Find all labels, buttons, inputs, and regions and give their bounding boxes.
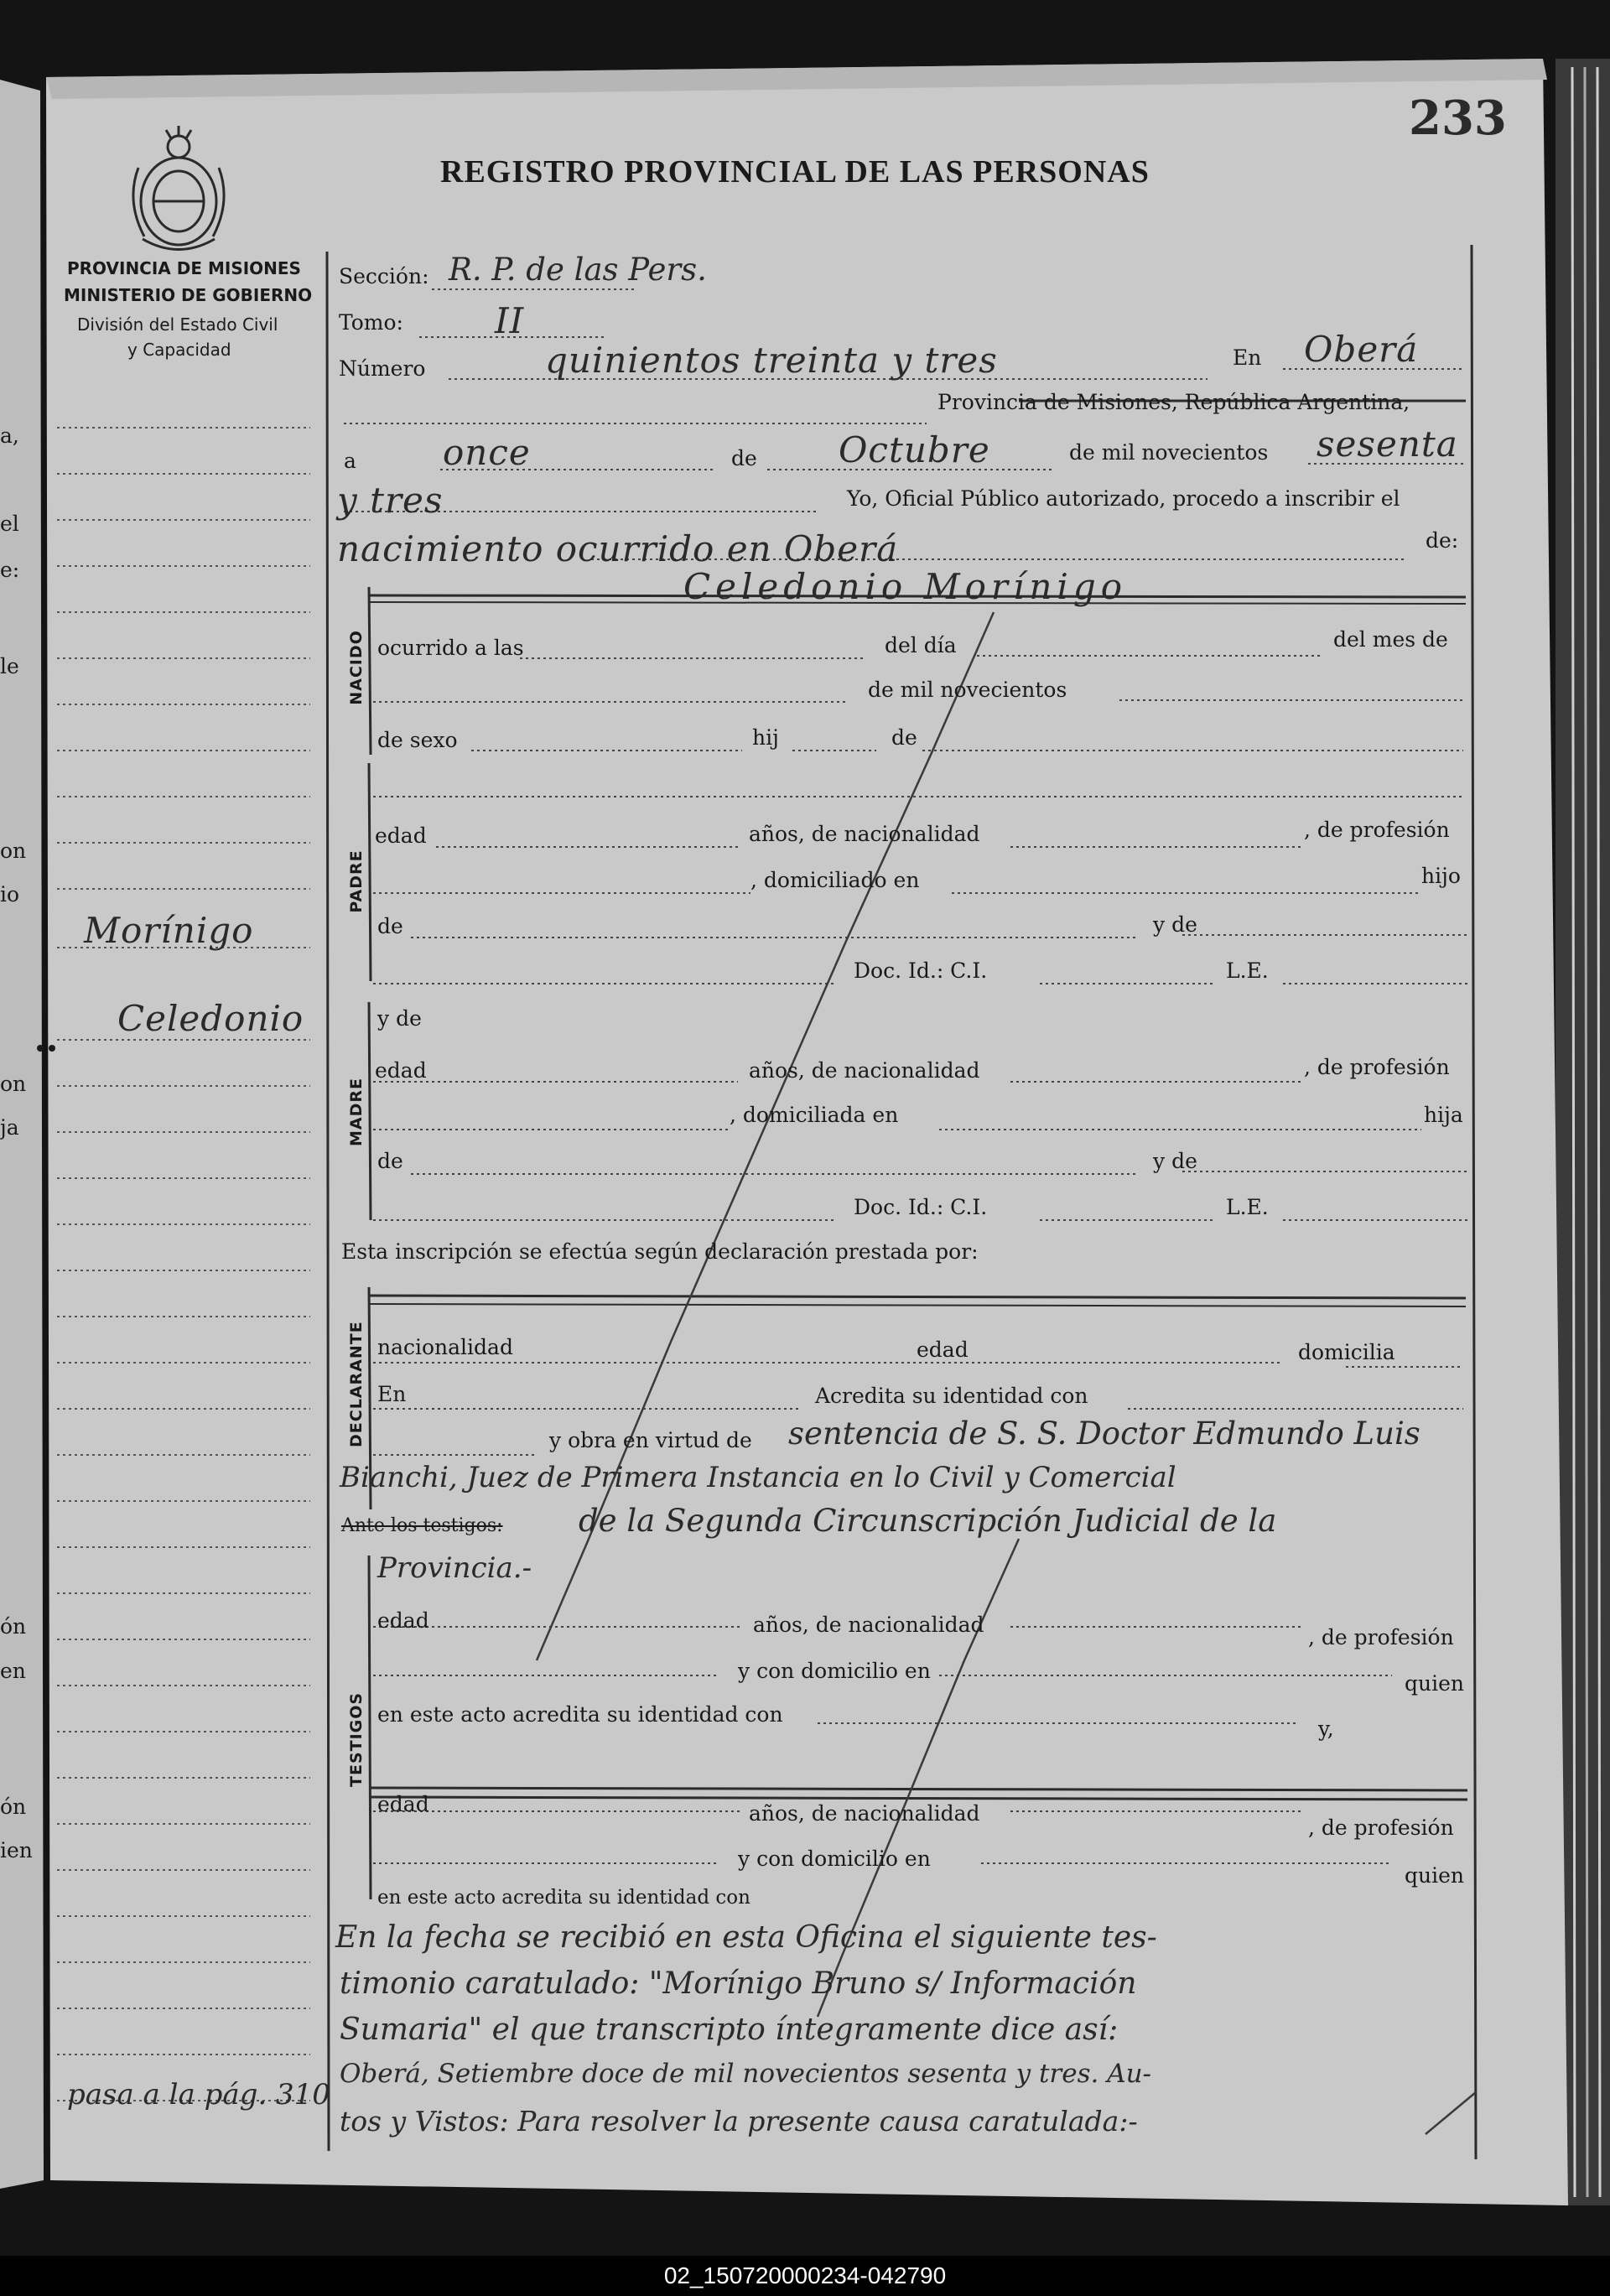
en-value: Oberá bbox=[1304, 329, 1419, 370]
testigo1-edad-label: edad bbox=[377, 1608, 429, 1633]
edge-fragment: ja bbox=[0, 1115, 19, 1140]
de-label: de bbox=[731, 446, 757, 470]
org-line-3: División del Estado Civil bbox=[77, 314, 278, 335]
edge-fragment: io bbox=[0, 882, 20, 906]
edge-fragment: a, bbox=[0, 423, 19, 448]
nota-line-3: Sumaria" el que transcripto íntegramente dice así: bbox=[340, 2013, 1119, 2047]
a-label: a bbox=[344, 449, 356, 473]
de-colon-label: de: bbox=[1426, 528, 1459, 553]
footer-file-id: 02_150720000234-042790 bbox=[0, 2256, 1610, 2296]
en-label: En bbox=[1233, 345, 1262, 370]
padre-de-label: de bbox=[377, 914, 403, 938]
margin-given-name: Celedonio bbox=[117, 998, 304, 1039]
de-mil-label: de mil novecientos bbox=[1069, 440, 1269, 465]
acto-value: nacimiento ocurrido en Oberá bbox=[337, 528, 899, 569]
testigo1-quien-label: quien bbox=[1405, 1671, 1464, 1696]
declarante-obra-label: y obra en virtud de bbox=[549, 1428, 752, 1452]
testigo2-nacionalidad-label: años, de nacionalidad bbox=[749, 1801, 980, 1826]
numero-label: Número bbox=[339, 356, 426, 381]
padre-profesion-label: , de profesión bbox=[1304, 818, 1450, 842]
padre-le-label: L.E. bbox=[1226, 958, 1269, 983]
section-label-testigos: TESTIGOS bbox=[347, 1691, 366, 1787]
virtud-line-1: sentencia de S. S. Doctor Edmundo Luis bbox=[788, 1416, 1420, 1452]
edge-fragment: on bbox=[0, 839, 27, 863]
edge-fragment: ón bbox=[0, 1614, 27, 1639]
seccion-value: R. P. de las Pers. bbox=[449, 252, 707, 288]
padre-doc-label: Doc. Id.: C.I. bbox=[854, 958, 988, 983]
testigo2-edad-label: edad bbox=[377, 1792, 429, 1816]
org-line-1: PROVINCIA DE MISIONES bbox=[67, 258, 301, 278]
org-line-4: y Capacidad bbox=[127, 340, 231, 360]
declarante-edad-label: edad bbox=[917, 1338, 969, 1362]
nota-line-5: tos y Vistos: Para resolver la presente causa caratulada:- bbox=[340, 2105, 1138, 2138]
section-label-madre: MADRE bbox=[347, 1078, 366, 1146]
madre-domicilio-label: , domiciliada en bbox=[730, 1103, 899, 1127]
edge-fragment: ón bbox=[0, 1795, 27, 1819]
nota-line-2: timonio caratulado: "Morínigo Bruno s/ Información bbox=[340, 1966, 1137, 2001]
de-sexo-label: de sexo bbox=[377, 728, 458, 752]
nota-line-1: En la fecha se recibió en esta Oficina el siguiente tes- bbox=[335, 1920, 1157, 1955]
dia-value: once bbox=[443, 432, 531, 473]
declarante-domicilia-label: domicilia bbox=[1298, 1340, 1395, 1364]
section-label-nacido: NACIDO bbox=[347, 630, 366, 705]
padre-y-de-label: y de bbox=[1153, 912, 1197, 937]
section-label-padre: PADRE bbox=[347, 849, 366, 913]
declarante-nacionalidad-label: nacionalidad bbox=[377, 1335, 513, 1359]
edge-fragment: ien bbox=[0, 1838, 33, 1862]
madre-doc-label: Doc. Id.: C.I. bbox=[854, 1195, 988, 1219]
page-title: REGISTRO PROVINCIAL DE LAS PERSONAS bbox=[440, 154, 1150, 190]
virtud-line-4: Provincia.- bbox=[377, 1551, 532, 1585]
anio-value-2: y tres bbox=[337, 480, 444, 521]
testigo1-domicilio-label: y con domicilio en bbox=[738, 1659, 931, 1683]
madre-edad-label: edad bbox=[375, 1058, 427, 1083]
ante-testigos-label: Ante los testigos: bbox=[341, 1515, 503, 1536]
del-mes-label: del mes de bbox=[1333, 627, 1448, 652]
edge-fragment: on bbox=[0, 1072, 27, 1096]
edge-fragment: le bbox=[0, 654, 19, 678]
testigo1-profesion-label: , de profesión bbox=[1308, 1625, 1454, 1649]
madre-nacionalidad-label: años, de nacionalidad bbox=[749, 1058, 980, 1083]
madre-profesion-label: , de profesión bbox=[1304, 1055, 1450, 1079]
testigo2-quien-label: quien bbox=[1405, 1863, 1464, 1888]
tomo-value: II bbox=[495, 300, 525, 341]
tomo-label: Tomo: bbox=[339, 310, 403, 335]
de-label-2: de bbox=[891, 725, 917, 750]
numero-value: quinientos treinta y tres bbox=[545, 340, 998, 381]
seccion-label: Sección: bbox=[339, 264, 429, 288]
edge-fragment: e: bbox=[0, 558, 20, 582]
edge-fragment: el bbox=[0, 512, 19, 536]
testigo2-profesion-label: , de profesión bbox=[1308, 1816, 1454, 1840]
page-number: 233 bbox=[1409, 91, 1507, 146]
anio-value-1: sesenta bbox=[1317, 423, 1458, 465]
margin-surname: Morínigo bbox=[84, 910, 254, 951]
padre-edad-label: edad bbox=[375, 823, 427, 848]
madre-de-label: de bbox=[377, 1149, 403, 1173]
testigo1-nacionalidad-label: años, de nacionalidad bbox=[753, 1613, 984, 1637]
hij-label: hij bbox=[752, 725, 779, 750]
padre-domicilio-label: , domiciliado en bbox=[750, 868, 920, 892]
madre-hija-label: hija bbox=[1424, 1103, 1463, 1127]
section-label-declarante: DECLARANTE bbox=[347, 1321, 366, 1447]
virtud-line-2: Bianchi, Juez de Primera Instancia en lo Civil y Comercial bbox=[340, 1461, 1176, 1494]
inscripcion-label: Esta inscripción se efectúa según declaración prestada por: bbox=[341, 1239, 979, 1264]
del-dia-label: del día bbox=[885, 633, 957, 657]
testigo2-acredita-label: en este acto acredita su identidad con bbox=[377, 1887, 750, 1909]
madre-le-label: L.E. bbox=[1226, 1195, 1269, 1219]
mes-value: Octubre bbox=[839, 429, 990, 470]
provincia-label: Provincia de Misiones, República Argentina, bbox=[937, 390, 1410, 414]
madre-y-de-label-2: y de bbox=[1153, 1149, 1197, 1173]
virtud-line-3: de la Segunda Circunscripción Judicial de la bbox=[579, 1503, 1277, 1539]
de-mil-label-2: de mil novecientos bbox=[868, 678, 1067, 702]
testigo1-y-label: y, bbox=[1318, 1717, 1334, 1741]
margin-continuation: pasa a la pág. 310 bbox=[67, 2078, 330, 2112]
madre-y-de-label: y de bbox=[377, 1006, 422, 1031]
yo-oficial-label: Yo, Oficial Público autorizado, procedo a inscribir el bbox=[847, 486, 1400, 511]
edge-fragment: en bbox=[0, 1659, 26, 1683]
declarante-acredita-label: Acredita su identidad con bbox=[815, 1384, 1088, 1408]
org-line-2: MINISTERIO DE GOBIERNO bbox=[64, 285, 313, 305]
nombre-value: Celedonio Morínigo bbox=[683, 566, 1128, 607]
testigo1-acredita-label: en este acto acredita su identidad con bbox=[377, 1702, 783, 1727]
padre-hijo-label: hijo bbox=[1421, 864, 1461, 888]
testigo2-domicilio-label: y con domicilio en bbox=[738, 1847, 931, 1871]
declarante-en-label: En bbox=[377, 1382, 407, 1406]
ocurrido-label: ocurrido a las bbox=[377, 636, 524, 660]
nota-line-4: Oberá, Setiembre doce de mil novecientos sesenta y tres. Au- bbox=[340, 2059, 1152, 2089]
padre-nacionalidad-label: años, de nacionalidad bbox=[749, 822, 980, 846]
